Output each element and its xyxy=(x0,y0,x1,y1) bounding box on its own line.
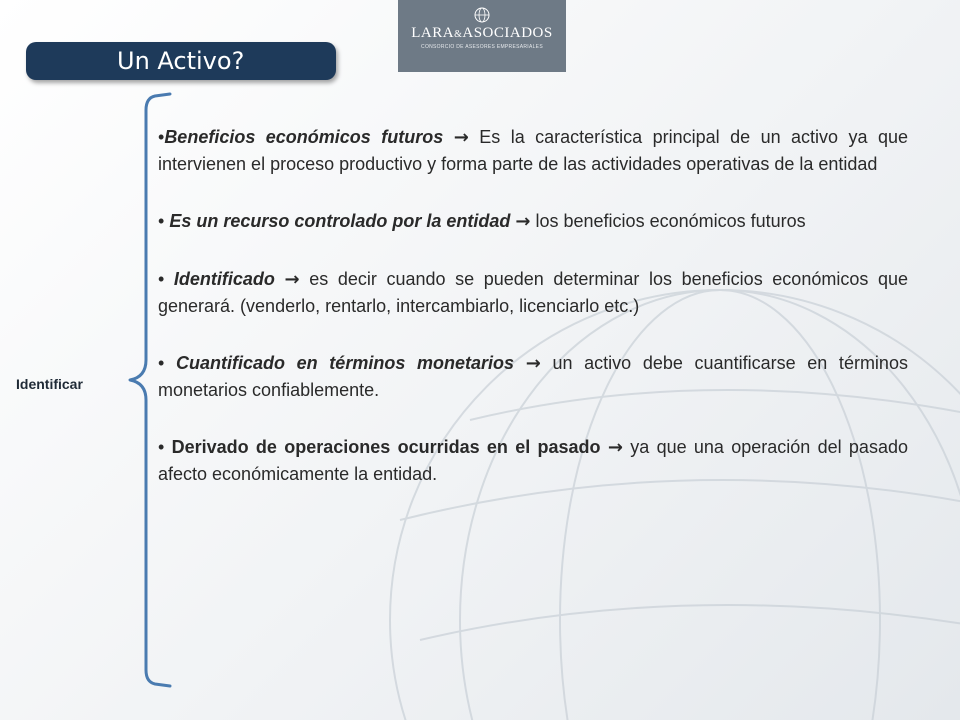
logo-tagline: CONSORCIO DE ASESORES EMPRESARIALES xyxy=(421,44,543,50)
bullet-text: ya que una operación del pasado afecto económicamente la entidad. xyxy=(158,437,908,484)
bullet-item: • Es un recurso controlado por la entidad → los beneficios económicos futuros xyxy=(158,211,806,232)
bullet-text: un activo debe cuantificarse en términos monetarios confiablemente. xyxy=(158,353,908,400)
arrow-icon: → xyxy=(453,127,469,148)
bullet-item: • Derivado de operaciones ocurridas en el pasado → ya que una operación del pasado afecto económicamente la entidad. xyxy=(158,437,908,484)
arrow-icon: → xyxy=(515,211,531,232)
bullet-text: los beneficios económicos futuros xyxy=(535,211,806,231)
bullet-text: es decir cuando se pueden determinar los beneficios económicos que generará. (venderlo, rentarlo, intercambiarlo, licenciarlo etc.) xyxy=(158,269,908,316)
bullet-item: • Cuantificado en términos monetarios → un activo debe cuantificarse en términos monetarios confiablemente. xyxy=(158,353,908,400)
arrow-icon: → xyxy=(607,437,623,458)
bullet-item: •Beneficios económicos futuros → Es la característica principal de un activo ya que intervienen el proceso productivo y forma parte de las actividades operativas de la entidad xyxy=(158,127,908,174)
company-logo xyxy=(398,0,566,72)
arrow-icon: → xyxy=(525,353,541,374)
bullet-term: Cuantificado en términos monetarios xyxy=(175,353,515,373)
slide-title: Un Activo? xyxy=(117,47,245,75)
bullet-term: Identificado xyxy=(173,269,275,289)
globe-icon xyxy=(459,6,505,24)
identificar-label: Identificar xyxy=(16,376,83,392)
bullet-item: • Identificado → es decir cuando se pueden determinar los beneficios económicos que generará. (venderlo, rentarlo, intercambiarlo, licenciarlo etc.) xyxy=(158,269,908,316)
bullet-term: Es un recurso controlado por la entidad xyxy=(169,211,511,231)
bullet-list xyxy=(158,124,908,518)
arrow-icon: → xyxy=(284,269,300,290)
bullet-text: Es la característica principal de un activo ya que intervienen el proceso productivo y forma parte de las actividades operativas de la entidad xyxy=(158,127,908,174)
bullet-term: Derivado de operaciones ocurridas en el pasado xyxy=(171,437,601,457)
logo-brand: LARA&ASOCIADOS xyxy=(411,25,553,41)
bullet-term: Beneficios económicos futuros xyxy=(164,127,444,147)
